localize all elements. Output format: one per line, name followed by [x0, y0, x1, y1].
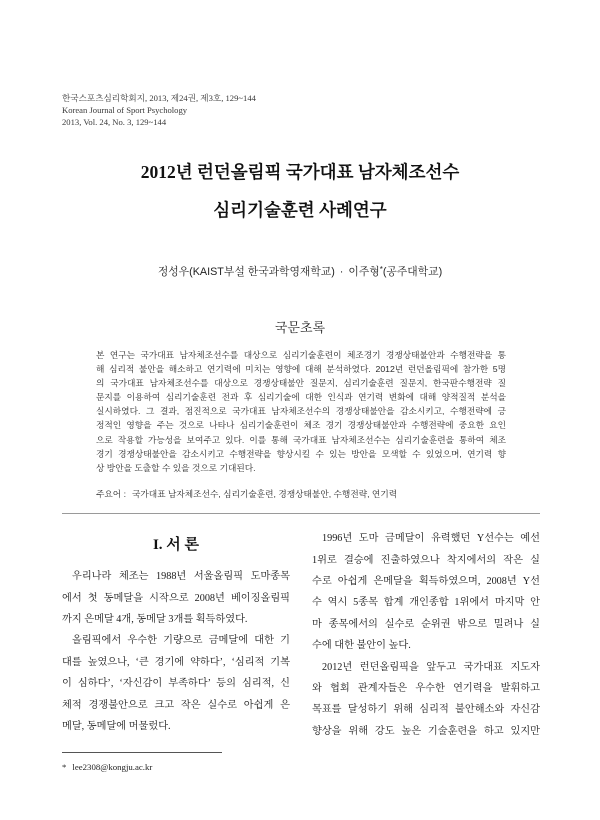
- body-line: 1996년 도마 금메달이 유력했던 Y선수는 예선: [322, 533, 540, 545]
- abstract-line: 본 연구는 국가대표 남자체조선수를 대상으로 심리기술훈련이 체조경기 경쟁상태불안과 수행전략을 통: [96, 350, 506, 360]
- abstract-line: 경기 경쟁상태불안을 감소시키고 수행전략을 향상시킬 수 있는 방안을 모색할 수 있었으며, 연기력 향: [96, 448, 506, 459]
- abstract-body: [96, 348, 506, 475]
- journal-header: [62, 92, 256, 128]
- body-line: 올림픽에서 우수한 기량으로 금메달에 대한 기: [72, 635, 290, 647]
- footnote-mark: *: [62, 762, 67, 772]
- body-line: 수 역시 5종목 합계 개인종합 1위에서 마지막 안: [312, 597, 540, 609]
- journal-citation-ko: 한국스포츠심리학회지, 2013, 제24권, 제3호, 129~144: [62, 93, 256, 103]
- author-list: [0, 264, 600, 281]
- author-name: 정성우: [157, 266, 190, 278]
- footnote-email: lee2308@kongju.ac.kr: [72, 762, 153, 772]
- keywords-list: 국가대표 남자체조선수, 심리기술훈련, 경쟁상태불안, 수행전략, 연기력: [132, 489, 398, 499]
- body-line: 에서 첫 동메달을 시작으로 2008년 베이징올림픽: [62, 592, 290, 604]
- abstract-line: 으로 작용할 가능성을 보여주고 있다. 이를 통해 국가대표 남자체조선수는 심리기술훈련을 통하여 체조: [96, 434, 506, 445]
- body-line: 1위로 결승에 진출하였으나 착지에서의 작은 실: [312, 554, 540, 566]
- abstract-line: 문지를 이용하여 심리기술훈련 전과 후 심리기술에 대한 인식과 연기력 변화에 대해 양적질적 분석을: [96, 392, 506, 403]
- body-line: 대를 높였으나, ‘큰 경기에 약하다’, ‘심리적 기복: [62, 656, 290, 668]
- left-column: [62, 535, 290, 737]
- right-column: [312, 528, 540, 742]
- author-affiliation: (KAIST부설 한국과학영재학교): [189, 266, 335, 278]
- abstract-line: 정적인 영향을 주는 것으로 나타나 심리기술훈련이 체조 경기 경쟁상태불안과 수행전략에 중요한 요인: [96, 420, 506, 431]
- body-line: 체적 경쟁불안으로 크고 작은 실수로 아쉽게 은: [62, 699, 290, 711]
- abstract-heading: 국문초록: [274, 320, 326, 335]
- body-line: 수에 대한 불안이 높다.: [312, 640, 411, 652]
- body-line: 우리나라 체조는 1988년 서울올림픽 도마종목: [72, 571, 290, 583]
- abstract-line: 해 심리적 불안을 해소하고 연기력에 미치는 영향에 대해 분석하였다. 2012년 런던올림픽에 참가한 5명: [96, 364, 506, 375]
- abstract-line: 실시하였다. 그 결과, 점진적으로 국가대표 남자체조선수의 경쟁상태불안을 감소시키고, 수행전략에 긍: [96, 406, 506, 417]
- body-line: 향상을 위해 강도 높은 기술훈련을 하고 있지만: [312, 725, 540, 737]
- journal-issue-en: 2013, Vol. 24, No. 3, 129~144: [62, 117, 167, 127]
- paper-title: [0, 153, 600, 229]
- author-separator: ·: [339, 266, 344, 278]
- journal-name-en: Korean Journal of Sport Psychology: [62, 105, 188, 115]
- abstract-line: 상 방안을 도출할 수 있을 것으로 기대된다.: [96, 462, 256, 473]
- footnote-rule: [62, 752, 222, 753]
- corresponding-author-mark: *: [379, 265, 383, 274]
- paragraph: [62, 566, 290, 630]
- section-heading: I. 서 론: [152, 537, 200, 553]
- paragraph: [312, 657, 540, 743]
- author-affiliation: (공주대학교): [382, 266, 443, 278]
- body-line: 마 종목에서의 실수로 순위권 밖으로 밀려나 실: [312, 618, 540, 630]
- paragraph: [62, 630, 290, 737]
- body-line: 수로 아쉽게 은메달을 획득하였으며, 2008년 Y선: [312, 576, 540, 588]
- keywords: [96, 487, 506, 501]
- keywords-label: 주요어 :: [96, 489, 127, 499]
- section-divider: [62, 513, 540, 514]
- body-line: 와 협회 관계자들은 우수한 연기력을 발휘하고: [312, 683, 540, 695]
- body-line: 이 심하다’, ‘자신감이 부족하다’ 등의 심리적, 신: [62, 678, 290, 690]
- body-line: 까지 은메달 4개, 동메달 3개를 획득하였다.: [62, 614, 248, 626]
- author-name: 이주형: [348, 266, 380, 278]
- body-line: 2012년 런던올림픽을 앞두고 국가대표 지도자: [322, 661, 540, 673]
- paragraph: [312, 528, 540, 656]
- footnote: [62, 760, 152, 774]
- title-line: 심리기술훈련 사례연구: [213, 200, 387, 220]
- title-line: 2012년 런던올림픽 국가대표 남자체조선수: [140, 162, 460, 182]
- body-line: 목표를 달성하기 위해 심리적 불안해소와 자신감: [312, 704, 540, 716]
- body-line: 메달, 동메달에 머물렀다.: [62, 721, 171, 733]
- abstract-line: 의 국가대표 남자체조선수를 대상으로 경쟁상태불안 질문지, 심리기술훈련 질문지, 한국판수행전략 질: [96, 378, 506, 389]
